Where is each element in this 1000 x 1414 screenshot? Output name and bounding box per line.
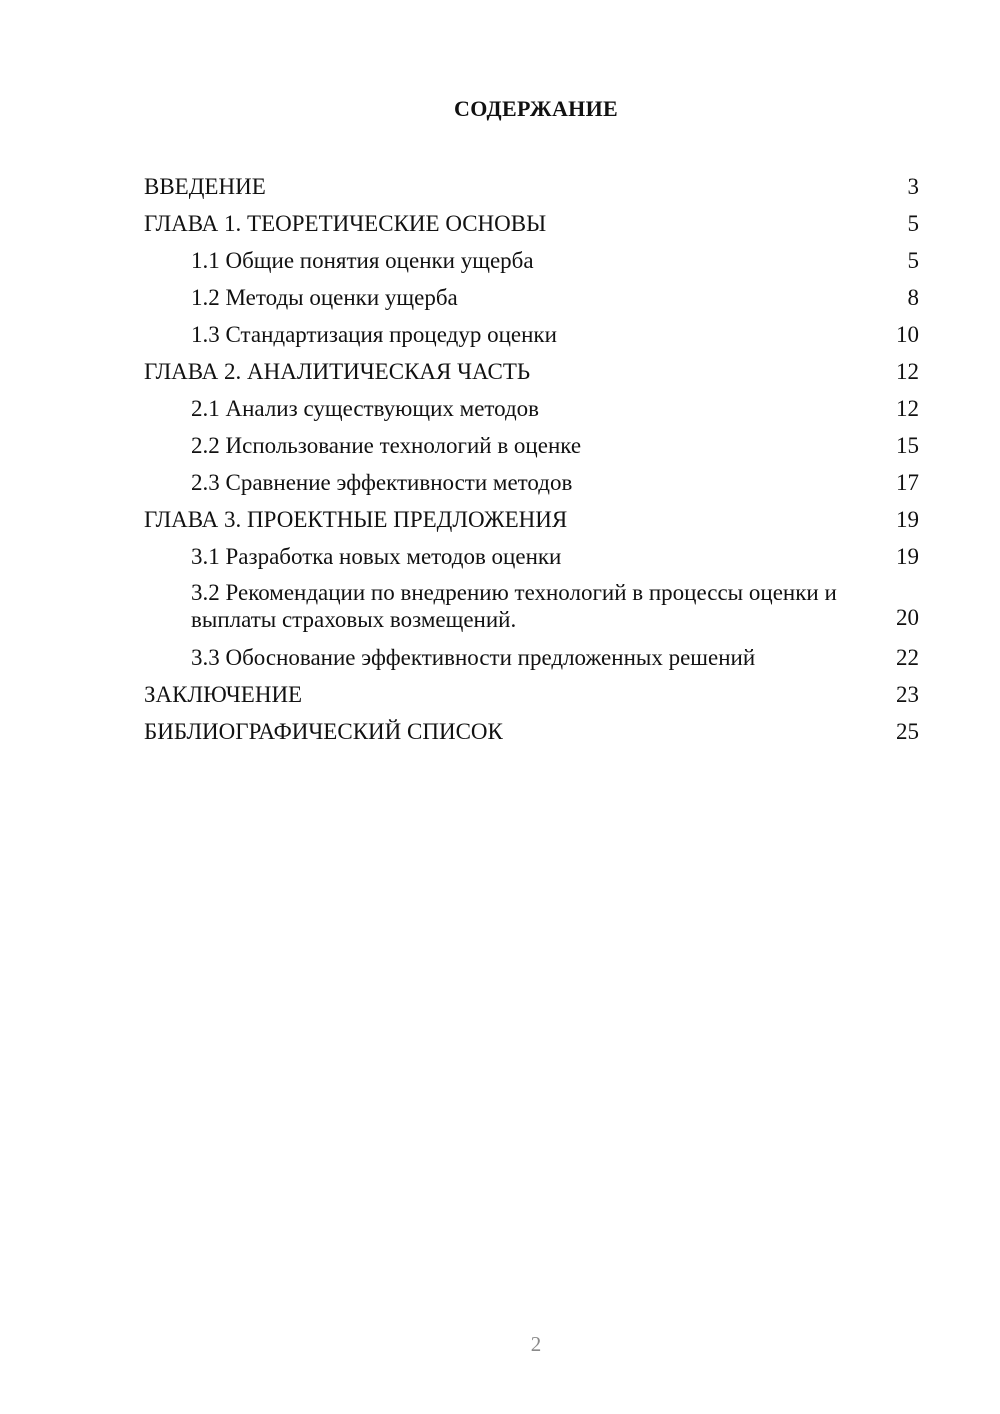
toc-entry-conclusion[interactable] [144, 676, 919, 713]
toc-entry-page: 19 [896, 544, 919, 569]
toc-entry-label: ЗАКЛЮЧЕНИЕ [144, 682, 303, 707]
toc-entry-page: 17 [896, 470, 919, 495]
toc-entry-label: 3.3 Обоснование эффективности предложенных решений [191, 645, 756, 670]
toc-entry-label: ГЛАВА 1. ТЕОРЕТИЧЕСКИЕ ОСНОВЫ [144, 211, 547, 236]
toc-entry-label: 3.1 Разработка новых методов оценки [191, 544, 562, 569]
toc-entry-label: 1.2 Методы оценки ущерба [191, 285, 458, 310]
toc-entry-introduction[interactable] [144, 168, 919, 205]
toc-entry-page: 12 [896, 396, 919, 421]
toc-entry-page: 3 [907, 174, 919, 199]
toc-entry-bibliography[interactable] [144, 713, 919, 750]
toc-entry-page: 5 [907, 211, 919, 236]
page-title: СОДЕРЖАНИЕ [454, 96, 618, 121]
toc-entry-section-1-3[interactable] [144, 316, 919, 353]
toc-entry-label: БИБЛИОГРАФИЧЕСКИЙ СПИСОК [144, 719, 503, 744]
toc-entry-page: 8 [907, 285, 919, 310]
toc-entry-label: 3.2 Рекомендации по внедрению технологий в процессы оценки и выплаты страховых возмещений. [191, 580, 837, 632]
toc-entry-page: 12 [896, 359, 919, 384]
toc-entry-label: 2.1 Анализ существующих методов [191, 396, 540, 421]
toc-entry-section-3-2[interactable] [144, 575, 919, 639]
toc-entry-label: 1.1 Общие понятия оценки ущерба [191, 248, 534, 273]
toc-entry-page: 10 [896, 322, 919, 347]
toc-entry-page: 22 [896, 645, 919, 670]
toc-entry-chapter-2[interactable] [144, 353, 919, 390]
toc-entry-section-2-2[interactable] [144, 427, 919, 464]
toc-entry-section-1-2[interactable] [144, 279, 919, 316]
page-number: 2 [530, 1332, 542, 1356]
toc-entry-label: ГЛАВА 2. АНАЛИТИЧЕСКАЯ ЧАСТЬ [144, 359, 531, 384]
toc-entry-label: 2.2 Использование технологий в оценке [191, 433, 582, 458]
toc-entry-label: 1.3 Стандартизация процедур оценки [191, 322, 557, 347]
toc-entry-page: 5 [907, 248, 919, 273]
toc-entry-page: 20 [896, 605, 919, 630]
toc-entry-section-2-3[interactable] [144, 464, 919, 501]
toc-entry-page: 25 [896, 719, 919, 744]
toc-entry-section-1-1[interactable] [144, 242, 919, 279]
toc-entry-label: ВВЕДЕНИЕ [144, 174, 266, 199]
toc-entry-label: 2.3 Сравнение эффективности методов [191, 470, 573, 495]
table-of-contents [144, 168, 919, 750]
toc-entry-chapter-1[interactable] [144, 205, 919, 242]
toc-entry-section-3-1[interactable] [144, 538, 919, 575]
toc-entry-page: 15 [896, 433, 919, 458]
toc-entry-page: 19 [896, 507, 919, 532]
toc-entry-chapter-3[interactable] [144, 501, 919, 538]
toc-entry-section-2-1[interactable] [144, 390, 919, 427]
toc-entry-label: ГЛАВА 3. ПРОЕКТНЫЕ ПРЕДЛОЖЕНИЯ [144, 507, 568, 532]
toc-entry-section-3-3[interactable] [144, 639, 919, 676]
toc-entry-page: 23 [896, 682, 919, 707]
